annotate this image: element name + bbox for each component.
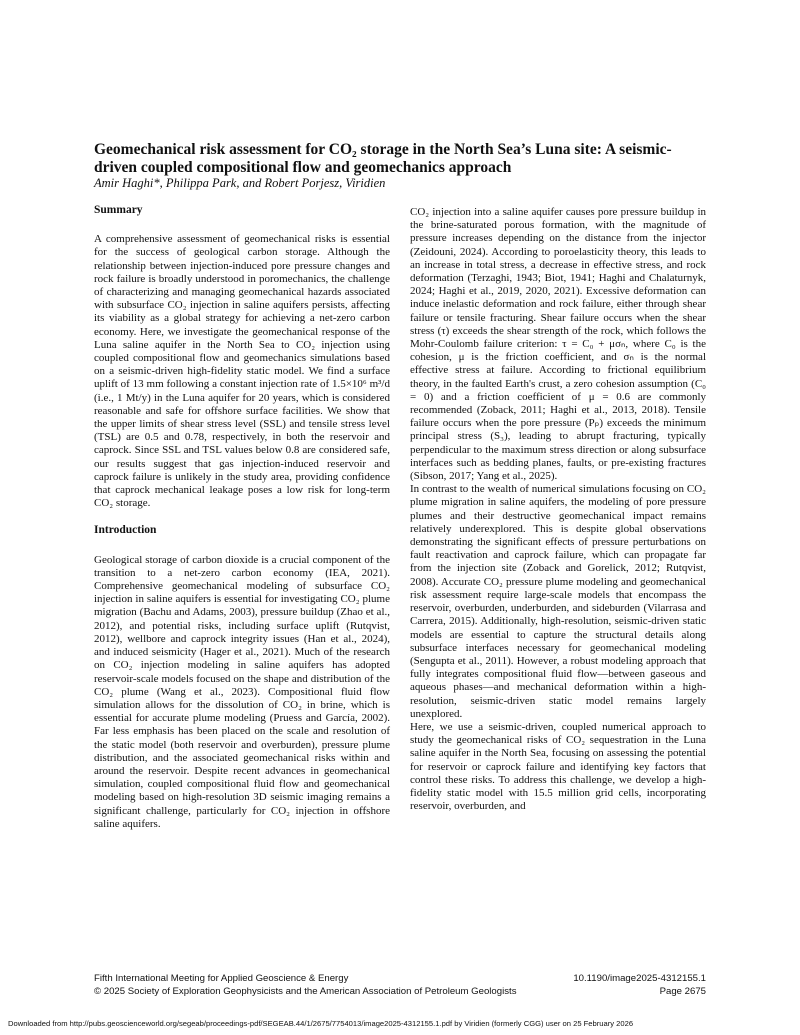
summary-paragraph: A comprehensive assessment of geomechanical risks is essential for the success of geological carbon storage. Although the relationship between injection-induced pore pressure changes and rock failure is broadly understood in poromechanics, the challenge of characterizing and managing geomechanical hazards associated with subsurface CO₂ injection in saline aquifers persists, affecting its viability as a global strategy for achieving a net-zero carbon economy. Here, we investigate the geomechanical response of the Luna saline aquifer in the North Sea to CO₂ injection using coupled compositional flow and geomechanics simulations based on a seismic-driven high-fidelity static model. We find a surface uplift of 13 mm following a constant injection rate of 1.5×10⁶ m³/d (i.e., 1 Mt/y) in the Luna aquifer for 20 years, which is considered reasonable and safe for offshore surface facilities. We show that the upper limits of shear stress level (SSL) and tensile stress level (TSL) are 0.5 and 0.78, respectively, in both the reservoir and caprock. Since SSL and TSL values below 0.8 are considered safe, our results suggest that gas injection-induced reservoir and caprock failure is unlikely in the study area, providing confidence that caprock mechanical leakage poses a low risk for long-term CO₂ storage. bbox=[94, 233, 390, 510]
right-column bbox=[410, 206, 706, 813]
paper-title: Geomechanical risk assessment for CO₂ storage in the North Sea’s Luna site: A seismic-driven coupled compositional flow and geomechanics approach bbox=[94, 141, 672, 176]
footer-left bbox=[94, 972, 517, 998]
introduction-paragraph: Geological storage of carbon dioxide is a crucial component of the transition to a net-zero carbon economy (IEA, 2021). Comprehensive geomechanical modeling of subsurface CO₂ injection in saline aquifers is essential for investigating CO₂ plume migration (Bachu and Adams, 2003), pressure buildup (Zhao et al., 2012), and potential risks, including surface uplift (Rutqvist, 2012), wellbore and caprock integrity issues (Han et al., 2024), and induced seismicity (Hager et al., 2021). Much of the research on CO₂ injection modeling in saline aquifers has adopted reservoir-scale models focused on the shape and distribution of the CO₂ plume (Wang et al., 2023). Compositional fluid flow simulation allows for the dissolution of CO₂ in brine, which is essential for accurate plume modeling (Pruess and García, 2002). Far less emphasis has been placed on the scale and resolution of the static model (both reservoir and overburden), pressure plume distribution, and the associated geomechanical risks within and around the reservoir. Despite recent advances in geomechanical simulation, coupled compositional fluid flow and geomechanical modeling based on high-resolution 3D seismic imaging remains a significant challenge, particularly for CO₂ injection in offshore saline aquifers. bbox=[94, 553, 390, 830]
body-paragraph-2: In contrast to the wealth of numerical simulations focusing on CO₂ plume migration in saline aquifers, the modeling of pore pressure plumes and their destructive geomechanical impact remains relatively underexplored. This is despite global observations demonstrating the significant effects of pressure perturbations on fault reactivation and caprock failure, which can propagate far from the injection site (Zoback and Gorelick, 2012; Rutqvist, 2008). Accurate CO₂ pressure plume modeling and geomechanical risk assessment require large-scale models that encompass the reservoir, overburden, underburden, and sideburden (Vilarrasa and Carrera, 2015). Additionally, high-resolution, seismic-driven static models are essential to capture the structural details along subsurface interfaces necessary for geomechanical modeling (Sengupta et al., 2011). However, a robust modeling approach that fully integrates compositional fluid flow—between gaseous and aqueous phases—and mechanical deformation within a high-resolution, seismic-driven static model remains largely unexplored. bbox=[410, 483, 706, 720]
body-paragraph-1: CO₂ injection into a saline aquifer causes pore pressure buildup in the brine-saturated porous formation, with the magnitude of pressure increases depending on the distance from the injector (Zeidouni, 2024). According to poroelasticity theory, this leads to an increase in total stress, a decrease in effective stress, and rock deformation (Terzaghi, 1943; Biot, 1941; Haghi and Chalaturnyk, 2024; Haghi et al., 2019, 2020, 2021). Excessive deformation can induce inelastic deformation and rock failure, either through shear failure or tensile fracturing. Shear failure occurs when the shear stress (τ) exceeds the shear strength of the rock, which follows the Mohr-Coulomb failure criterion: τ = C₀ + μσₙ, where C₀ is the cohesion, μ is the friction coefficient, and σₙ is the normal effective stress at failure. According to frictional equilibrium theory, in the faulted Earth's crust, a zero cohesion assumption (C₀ = 0) and a friction coefficient of μ = 0.6 are commonly recommended (Zoback, 2011; Haghi et al., 2013, 2018). Tensile failure occurs when the pore pressure (Pₚ) exceeds the minimum principal stress (S₃), leading to abrupt fracturing, typically perpendicular to the maximum stress direction or along subsurface interfaces such as bedding planes, faults, or pre-existing fractures (Sibson, 2017; Yang et al., 2025). bbox=[410, 206, 706, 483]
footer-conference: Fifth International Meeting for Applied Geoscience & Energy bbox=[94, 973, 349, 984]
left-column bbox=[94, 204, 390, 831]
summary-heading: Summary bbox=[94, 204, 143, 216]
author-line: Amir Haghi*, Philippa Park, and Robert Porjesz, Viridien bbox=[94, 176, 386, 190]
body-paragraph-3: Here, we use a seismic-driven, coupled numerical approach to study the geomechanical risks of CO₂ sequestration in the Luna saline aquifer in the North Sea, focusing on assessing the potential for reservoir or caprock failure and identifying key factors that control these risks. To address this challenge, we develop a high-fidelity static model with 15.5 million grid cells, incorporating reservoir, overburden, and bbox=[410, 720, 706, 813]
footer-right bbox=[573, 972, 706, 998]
footer-page-number: Page 2675 bbox=[659, 986, 706, 997]
introduction-heading: Introduction bbox=[94, 524, 157, 537]
footer-doi: 10.1190/image2025-4312155.1 bbox=[573, 973, 706, 984]
download-notice: Downloaded from http://pubs.geoscienceworld.org/segeab/proceedings-pdf/SEGEAB.44/1/2675/7754013/image2025-4312155.1.pdf by Viridien (formerly CGG) user on 25 February 2026 bbox=[8, 1019, 634, 1028]
footer-copyright: © 2025 Society of Exploration Geophysicists and the American Association of Petroleum Geologists bbox=[94, 986, 517, 997]
